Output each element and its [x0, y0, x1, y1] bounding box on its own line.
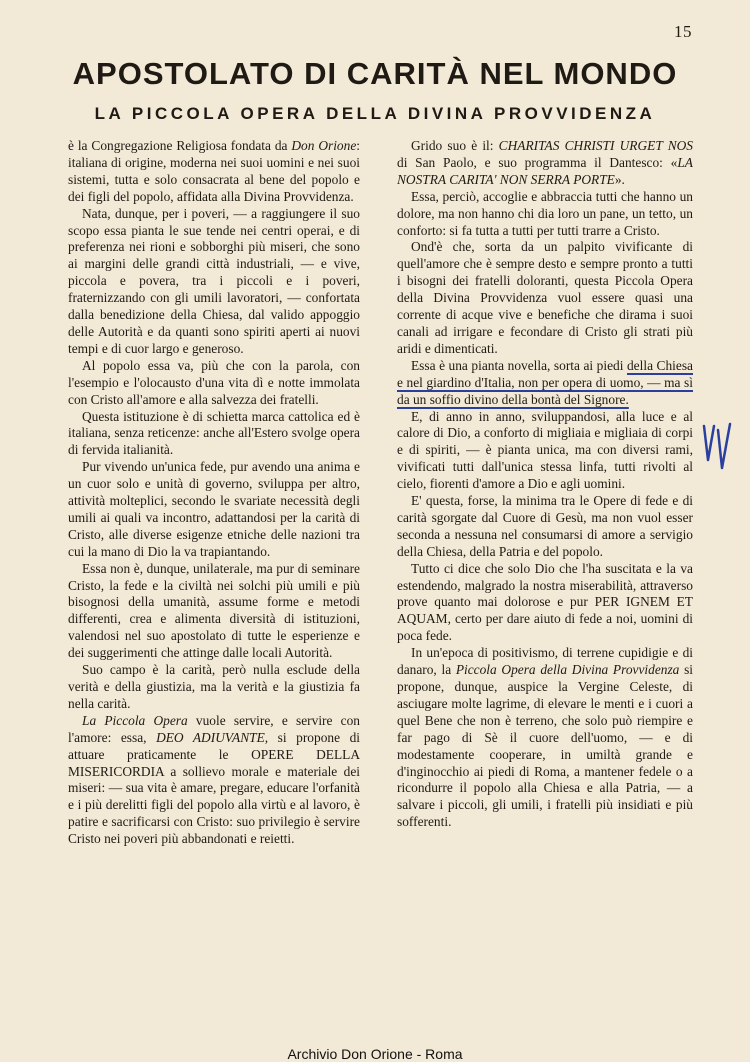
- handwritten-underline: della Chiesa e nel giardino d'Italia, non per opera di uomo, — ma sì da un soffio divino della bontà del Signore.: [397, 357, 693, 407]
- paragraph: Pur vivendo un'unica fede, pur avendo una anima e un cuor solo e unità di governo, sviluppa per altro, attività molteplici, secondo le svariate necessità degli umili ai quali va incontro, adattandosi per la carità di Cristo, alle diverse esigenze etniche delle nazioni tra cui la mano di Dio la va trapiantando.: [68, 459, 360, 559]
- paragraph: Grido suo è il: CHARITAS CHRISTI URGET NOS di San Paolo, e suo programma il Dantesco: «LA NOSTRA CARITA' NON SERRA PORTE».: [397, 138, 693, 187]
- paragraph: Tutto ci dice che solo Dio che l'ha suscitata e la va estendendo, malgrado la nostra miserabilità, attraverso prove quanto mai dolorose e pur PER IGNEM ET AQUAM, certo per dare aiuto di fede a noi, uomini di poca fede.: [397, 560, 693, 644]
- paragraph: è la Congregazione Religiosa fondata da Don Orione: italiana di origine, moderna nei suoi uomini e nei suoi sistemi, tutta e solo consacrata al bene del popolo e dei figli del popolo, affidata alla Divina Provvidenza.: [68, 138, 360, 204]
- paragraph: Essa è una pianta novella, sorta ai piedi della Chiesa e nel giardino d'Italia, non per opera di uomo, — ma sì da un soffio divino della bontà del Signore.: [397, 357, 693, 407]
- paragraph: Al popolo essa va, più che con la parola, con l'esempio e l'olocausto d'una vita dì e notte immolata con Cristo all'amore e alla salvezza dei fratelli.: [68, 357, 360, 407]
- paragraph: E' questa, forse, la minima tra le Opere di fede e di carità sgorgate dal Cuore di Gesù, ma non vuol esser seconda a nessuna nel consumarsi di amore a servigio della Chiesa, della Patria e del popolo.: [397, 493, 693, 559]
- paragraph: Nata, dunque, per i poveri, — a raggiungere il suo scopo essa pianta le sue tende nei centri operai, e di preferenza nei rioni e sobborghi più miseri, che sono ai margini delle grandi città industriali, — e vive, piccola e povera, tra i piccoli e i poveri, fraternizzando con gli umili lavoratori, — confortata dalla benedizione della Chiesa, dal valido appoggio delle Autorità e da quanti sono spiriti aperti ai nuovi tempi e di cuor largo e generoso.: [68, 205, 360, 356]
- left-column: [68, 138, 360, 848]
- right-column: [397, 138, 693, 831]
- paragraph: Suo campo è la carità, però nulla esclude della verità e della giustizia, ma la verità e la giustizia fa nella carità.: [68, 662, 360, 711]
- page-number: 15: [674, 22, 692, 41]
- handwritten-margin-mark: [700, 420, 736, 480]
- paragraph: La Piccola Opera vuole servire, e servire con l'amore: essa, DEO ADIUVANTE, si propone di attuare praticamente le OPERE DELLA MISERICORDIA a sollievo morale e materiale dei miseri: — sua vita è amare, pregare, educare l'orfanità e i più derelitti figli del popolo alla virtù e al lavoro, è patire e sacrificarsi con Cristo: suo privilegio è servire Cristo nei poveri più abbandonati e reietti.: [68, 712, 360, 847]
- page-subtitle: LA PICCOLA OPERA DELLA DIVINA PROVVIDENZA: [94, 104, 656, 123]
- paragraph: Essa non è, dunque, unilaterale, ma pur di seminare Cristo, la fede e la civiltà nei solchi più umili e più bisognosi della umanità, assume forme e metodi differenti, crea e alimenta diversità di istituzioni, valendosi nel suo apostolato di tutte le esperienze e dei suggerimenti che attinge dalle locali Autorità.: [68, 560, 360, 661]
- page-title: APOSTOLATO DI CARITÀ NEL MONDO: [72, 56, 678, 91]
- paragraph: Questa istituzione è di schietta marca cattolica ed è italiana, senza reticenze: anche all'Estero svolge opera di fervida italianità.: [68, 408, 360, 458]
- paragraph: Essa, perciò, accoglie e abbraccia tutti che hanno un dolore, ma non hanno chi dia loro un pane, un tetto, un conforto: si fa tutta a tutti per tutti trarre a Cristo.: [397, 188, 693, 238]
- paragraph: In un'epoca di positivismo, di terrene cupidigie e di danaro, la Piccola Opera della Divina Provvidenza si propone, dunque, auspice la Vergine Celeste, di asciugare molte lagrime, di elevare le menti e i cuori a quel Bene che non è terreno, che solo può riempire e far pago di Sè il cuore dell'uomo, — e di modestamente cooperare, in umiltà grande e d'inginocchio ai piedi di Roma, a mantener fedele o a ricondurre il popolo alla Chiesa e alla Patria, — a salvare i piccoli, gli umili, i fratelli più insidiati e più sofferenti.: [397, 645, 693, 830]
- paragraph: E, di anno in anno, sviluppandosi, alla luce e al calore di Dio, a conforto di migliaia e migliaia di corpi e di spiriti, — è pianta unica, ma con diversi rami, vivificati tutti dall'unica stessa linfa, tutti rivolti al cielo, fiorenti d'amore a Dio e agli uomini.: [397, 408, 693, 492]
- paragraph: Ond'è che, sorta da un palpito vivificante di quell'amore che è sempre desto e sempre pronto a tutti i bisogni dei fratelli doloranti, questa Piccola Opera della Divina Provvidenza vuol essere quasi una corrente di acque vive e benefiche che dirama i suoi canali ad irrigare e fecondare di Cristo gli strati più aridi e dimenticati.: [397, 239, 693, 356]
- archive-footer: Archivio Don Orione - Roma: [287, 1046, 463, 1062]
